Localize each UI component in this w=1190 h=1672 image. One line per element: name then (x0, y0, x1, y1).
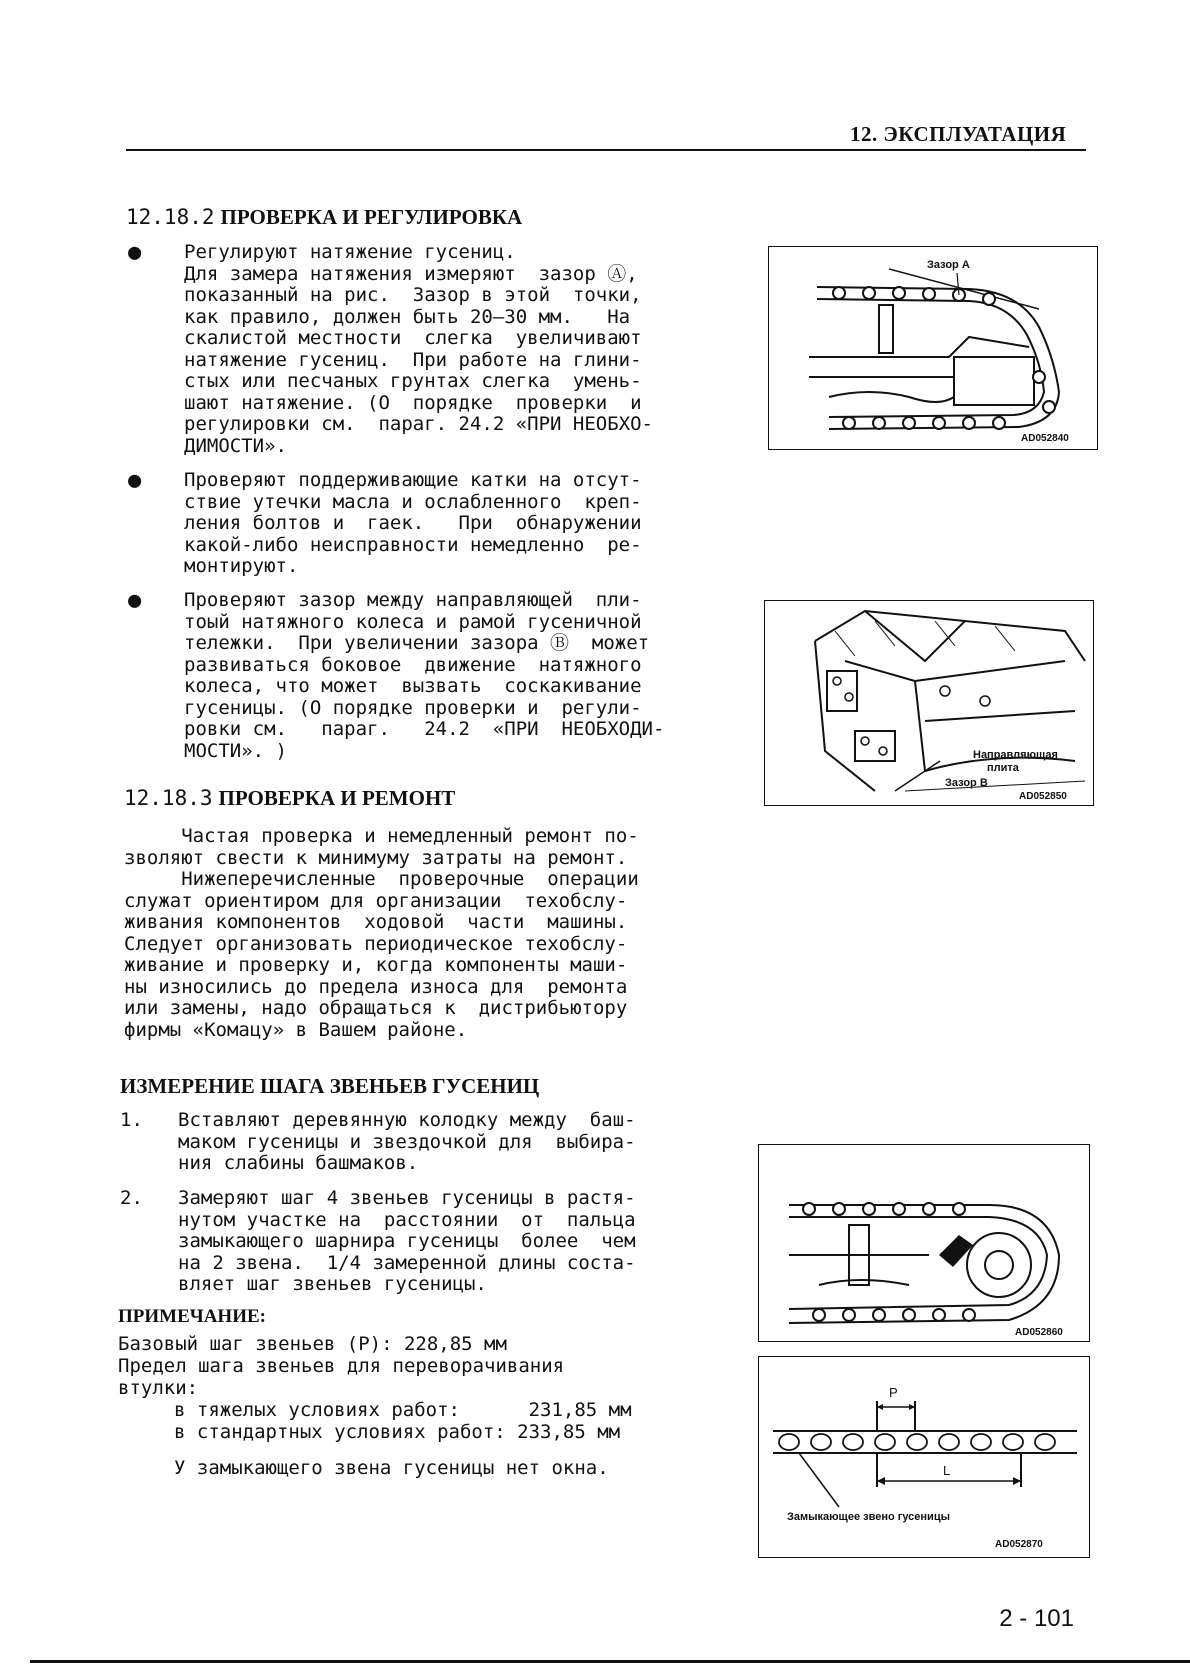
figure-code: AD052840 (1021, 433, 1069, 444)
bullet-text-1: Регулируют натяжение гусениц. Для замера натяжения измеряют зазор Ⓐ, показанный на рис. Зазор в этой точки, как правило, должен быть 20—30 мм. На скалистой местности слегка увеличивают натяжение гусениц. При работе на глини- стых или песчаных грунтах слегка умень- шают натяжение. (О порядке проверки и регулировки см. параг. 24.2 «ПРИ НЕОБХО- ДИМОСТИ». (184, 241, 653, 457)
track-tension-drawing (769, 247, 1097, 449)
figure-wooden-block (758, 1144, 1090, 1342)
figure-code: AD052860 (1015, 1327, 1063, 1338)
bullet-icon: ● (128, 240, 142, 265)
section-heading-track-pitch: ИЗМЕРЕНИЕ ШАГА ЗВЕНЬЕВ ГУСЕНИЦ (120, 1074, 540, 1098)
bullet-icon: ● (128, 588, 142, 613)
figure-label-gap-b: Зазор B (945, 777, 988, 789)
step-number-2: 2. (120, 1187, 143, 1209)
figure-track-tension (768, 246, 1098, 450)
figure-label-guide: Направляющая (973, 749, 1058, 761)
step-number-1: 1. (120, 1109, 143, 1131)
section-title: ПРОВЕРКА И РЕГУЛИРОВКА (220, 205, 523, 229)
header-rule (126, 149, 1086, 151)
note-heavy: в тяжелых условиях работ: 231,85 мм (174, 1399, 632, 1421)
note-closing: У замыкающего звена гусеницы нет окна. (174, 1457, 609, 1479)
bullet-icon: ● (128, 468, 142, 493)
figure-caption-closing-link: Замыкающее звено гусеницы (787, 1511, 950, 1523)
figure-label-p: P (889, 1385, 898, 1400)
repair-paragraph: Частая проверка и немедленный ремонт по- зволяют свести к минимуму затраты на ремонт. Нижеперечисленные проверочные операции служат ориентиром для организации техобслу- живания компонентов ходовой части машины. Следует организовать периодическое техобслу- живание и проверку и, когда компоненты маши- ны износились до предела износа для ремонта или замены, надо обращаться к дистрибьютору фирмы «Комацу» в Вашем районе. (124, 825, 639, 1041)
note-title: ПРИМЕЧАНИЕ: (118, 1306, 266, 1327)
section-heading-12-18-2 (126, 205, 522, 230)
note-limit: Предел шага звеньев для переворачивания втулки: (118, 1355, 565, 1399)
figure-track-pitch (758, 1356, 1090, 1558)
track-pitch-drawing (759, 1357, 1089, 1557)
bullet-text-2: Проверяют поддерживающие катки на отсут- ствие утечки масла и ослабленного креп- ления болтов и гаек. При обнаружении какой-либо неисправности немедленно ре- монтируют. (184, 469, 642, 577)
figure-label-gap-a: Зазор A (927, 259, 970, 271)
figure-code: AD052850 (1019, 791, 1067, 802)
figure-label-plate: плита (987, 762, 1019, 774)
step-text-1: Вставляют деревянную колодку между баш- маком гусеницы и звездочкой для выбира- ния слабины башмаков. (178, 1109, 636, 1174)
section-number: 12.18.3 (124, 786, 213, 810)
section-title: ПРОВЕРКА И РЕМОНТ (218, 786, 456, 810)
step-text-2: Замеряют шаг 4 звеньев гусеницы в растя- нутом участке на расстоянии от пальца замыкающего шарнира гусеницы более чем на 2 звена. 1/4 замеренной длины соста- вляет шаг звеньев гусеницы. (178, 1187, 636, 1295)
page-number: 2 - 101 (999, 1605, 1074, 1632)
bullet-text-3: Проверяют зазор между направляющей пли- тоый натяжного колеса и рамой гусеничной тележки. При увеличении зазора Ⓑ может развиваться боковое движение натяжного колеса, что может вызвать соскакивание гусеницы. (О порядке проверки и регули- ровки см. параг. 24.2 «ПРИ НЕОБХОДИ- МОСТИ». ) (184, 589, 665, 762)
figure-code: AD052870 (995, 1539, 1043, 1550)
figure-label-l: L (943, 1463, 951, 1478)
chapter-title: 12. ЭКСПЛУАТАЦИЯ (850, 122, 1067, 146)
note-standard: в стандартных условиях работ: 233,85 мм (174, 1421, 621, 1443)
wooden-block-drawing (759, 1145, 1089, 1341)
footer-rule (30, 1660, 1190, 1663)
figure-guide-plate (764, 600, 1094, 806)
section-heading-12-18-3 (124, 786, 455, 811)
note-base-pitch: Базовый шаг звеньев (Р): 228,85 мм (118, 1333, 507, 1355)
section-number: 12.18.2 (126, 205, 215, 229)
guide-plate-drawing (765, 601, 1093, 805)
